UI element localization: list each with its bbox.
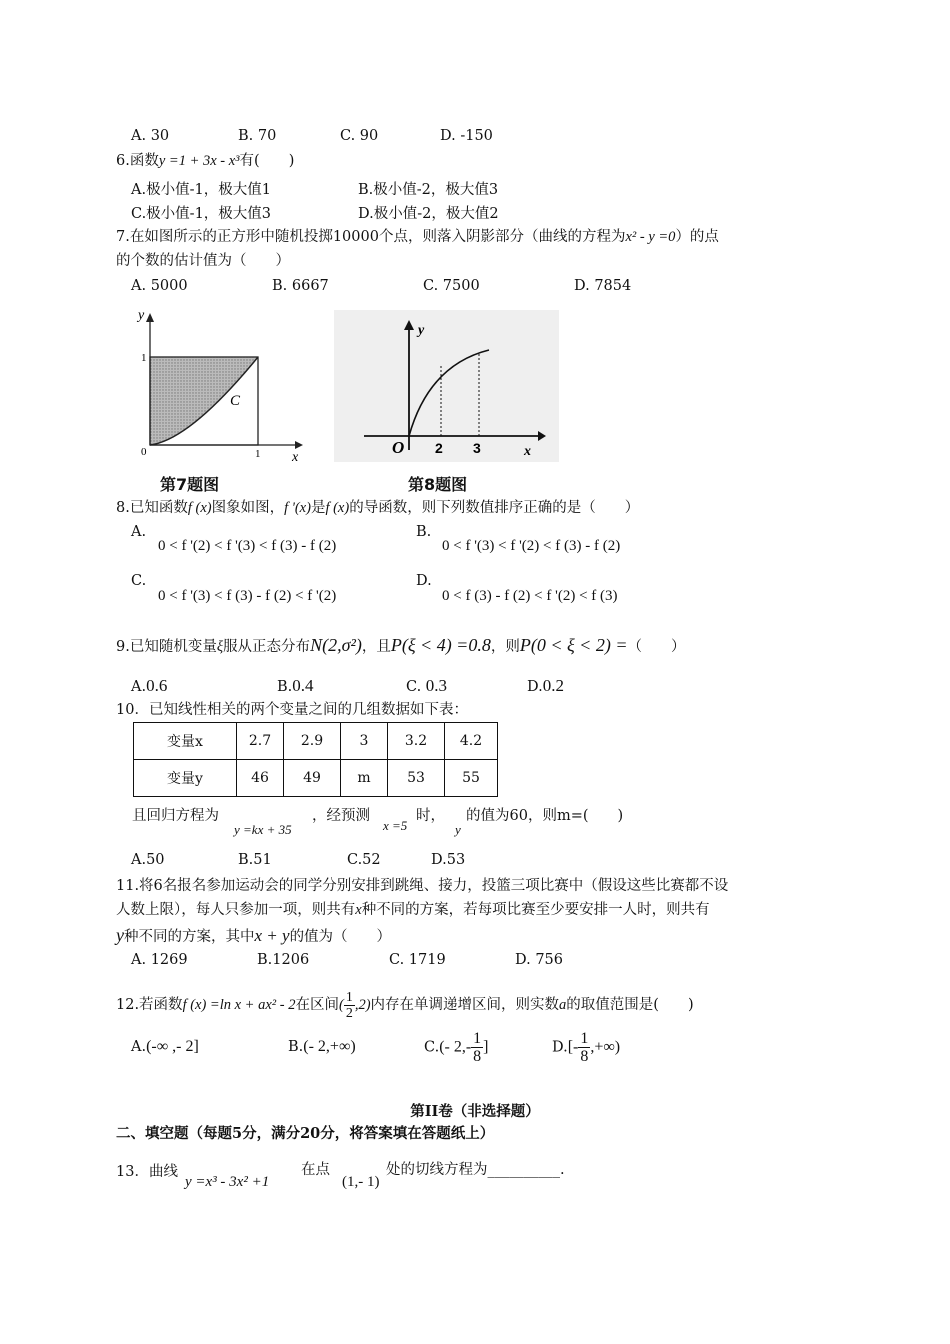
q6-option-a: A.极小值-1，极大值1	[131, 182, 271, 198]
q5-option-a: A. 30	[131, 128, 170, 144]
q8-option-b-label: B.	[416, 524, 432, 540]
q10-regression-eq: y =kx + 35	[234, 822, 292, 837]
fig7-caption: 第7题图	[160, 475, 220, 494]
table-row	[134, 723, 498, 760]
q12-option-d: D.[- $\frac{1}{8}$ ,+∞)	[552, 1030, 621, 1065]
q5-option-c: C. 90	[340, 128, 379, 144]
q8-option-d: 0 < f (3) - f (2) < f '(2) < f (3)	[442, 588, 618, 604]
q8-option-a: 0 < f '(2) < f '(3) < f (3) - f (2)	[158, 538, 337, 554]
figure-7	[120, 305, 310, 465]
fig7-curve-label: C	[230, 393, 241, 409]
q10-line-c: 时，	[416, 808, 445, 824]
q11-line3: y种不同的方案，其中x + y的值为（ ）	[116, 925, 392, 945]
q11-option-a: A. 1269	[131, 952, 188, 968]
q7-option-a: A. 5000	[131, 278, 188, 294]
q10-option-b: B.51	[238, 852, 272, 868]
table-cell: 49	[284, 760, 341, 797]
table-cell: 变量x	[134, 723, 237, 760]
fig8-caption: 第8题图	[408, 475, 468, 494]
q10-line-b: ，经预测	[312, 808, 370, 824]
fig8-origin: O	[392, 438, 405, 457]
table-cell: 变量y	[134, 760, 237, 797]
q11-line1: 11.将6名报名参加运动会的同学分别安排到跳绳、接力，投篮三项比赛中（假设这些比赛都不设	[116, 878, 729, 894]
table-cell: 3.2	[388, 723, 445, 760]
q12-option-a: A.(-∞ ,- 2]	[131, 1038, 199, 1055]
q8-option-a-label: A.	[131, 524, 147, 540]
fig8-y-label: y	[418, 323, 425, 338]
table-cell: 46	[237, 760, 284, 797]
fig8-tick-2: 2	[435, 440, 443, 456]
q13-curve: y =x³ - 3x² +1	[185, 1174, 270, 1190]
section-title: 第II卷（非选择题）	[410, 1103, 540, 1120]
fig8-x-label: x	[524, 444, 531, 459]
q11-line2: 人数上限），每人只参加一项，则共有x种不同的方案，若每项比赛至少要安排一人时，则共有	[116, 902, 710, 918]
q9-stem: 9.已知随机变量ξ服从正态分布N(2,σ²)，且P(ξ < 4) =0.8，则P(0 < ξ < 2) =（ ）	[116, 635, 686, 655]
q12-stem: 12.若函数f (x) =ln x + ax² - 2在区间( $\frac{1}{2}$ ,2)内存在单调递增区间，则实数a的取值范围是( )	[116, 989, 694, 1021]
q7-option-c: C. 7500	[423, 278, 480, 294]
table-cell: 3	[341, 723, 388, 760]
q6-option-d: D.极小值-2，极大值2	[358, 206, 499, 222]
q8-option-b: 0 < f '(3) < f '(2) < f (3) - f (2)	[442, 538, 621, 554]
shaded-region	[150, 357, 258, 445]
figure-8	[334, 310, 559, 462]
q10-option-d: D.53	[431, 852, 466, 868]
q10-yhat: y	[455, 822, 461, 837]
fig7-x-label: x	[292, 450, 299, 465]
q10-stem: 10．已知线性相关的两个变量之间的几组数据如下表：	[116, 702, 468, 718]
q7-option-b: B. 6667	[272, 278, 329, 294]
fig7-y-label: y	[138, 308, 145, 323]
q6-option-c: C.极小值-1，极大值3	[131, 206, 272, 222]
q10-line-d: 的值为60，则m=( )	[466, 808, 624, 824]
q6-option-b: B.极小值-2，极大值3	[358, 182, 499, 198]
q8-option-c-label: C.	[131, 573, 147, 589]
table-row	[134, 760, 498, 797]
table-cell: 55	[445, 760, 498, 797]
q11-option-d: D. 756	[515, 952, 564, 968]
table-cell: 2.7	[237, 723, 284, 760]
table-cell: m	[341, 760, 388, 797]
q13-point: (1,- 1)	[342, 1174, 380, 1190]
table-cell: 4.2	[445, 723, 498, 760]
q13-stem-c: 处的切线方程为__________.	[386, 1162, 565, 1178]
q9-option-c: C. 0.3	[406, 676, 448, 695]
q10-x5: x =5	[383, 818, 408, 833]
q12-option-c: C.(- 2,- $\frac{1}{8}$ ]	[424, 1030, 489, 1065]
q9-option-b: B.0.4	[277, 676, 314, 695]
q9-option-d: D.0.2	[527, 676, 564, 695]
q13-stem-a: 13．曲线	[116, 1164, 178, 1180]
fig7-zero: 0	[141, 446, 147, 458]
q10-line-a: 且回归方程为	[132, 808, 219, 824]
table-cell: 2.9	[284, 723, 341, 760]
q7-stem-line2: 的个数的估计值为（ ）	[116, 253, 290, 269]
q12-interval-fraction: $\frac{1}{2}$	[345, 989, 353, 1021]
q10-data-table	[133, 722, 498, 797]
q8-option-c: 0 < f '(3) < f (3) - f (2) < f '(2)	[158, 588, 337, 604]
q6-stem: 6.函数y =1 + 3x - x³有( )	[116, 153, 295, 169]
x-arrow-icon	[295, 441, 303, 449]
table-cell: 53	[388, 760, 445, 797]
section-heading: 二、填空题（每题5分，满分20分，将答案填在答题纸上）	[116, 1125, 495, 1142]
q7-option-d: D. 7854	[574, 278, 632, 294]
q11-option-b: B.1206	[257, 952, 310, 968]
q5-option-b: B. 70	[238, 128, 277, 144]
q8-stem: 8.已知函数f (x)图象如图，f '(x)是f (x)的导函数，则下列数值排序正确的是（ ）	[116, 500, 640, 516]
q12-option-b: B.(- 2,+∞)	[288, 1038, 356, 1055]
q13-stem-b: 在点	[301, 1162, 330, 1178]
q8-option-d-label: D.	[416, 573, 432, 589]
q11-option-c: C. 1719	[389, 952, 446, 968]
q10-option-c: C.52	[347, 852, 381, 868]
fig8-tick-3: 3	[473, 440, 481, 456]
q5-option-d: D. -150	[440, 128, 493, 144]
q9-option-a: A.0.6	[131, 676, 168, 695]
fig7-one-y: 1	[141, 352, 147, 364]
q10-option-a: A.50	[131, 852, 165, 868]
q7-stem: 7.在如图所示的正方形中随机投掷10000个点，则落入阴影部分（曲线的方程为x² - y =0）的点	[116, 229, 719, 245]
y-arrow-icon	[146, 313, 154, 322]
fig7-one-x: 1	[255, 448, 261, 460]
